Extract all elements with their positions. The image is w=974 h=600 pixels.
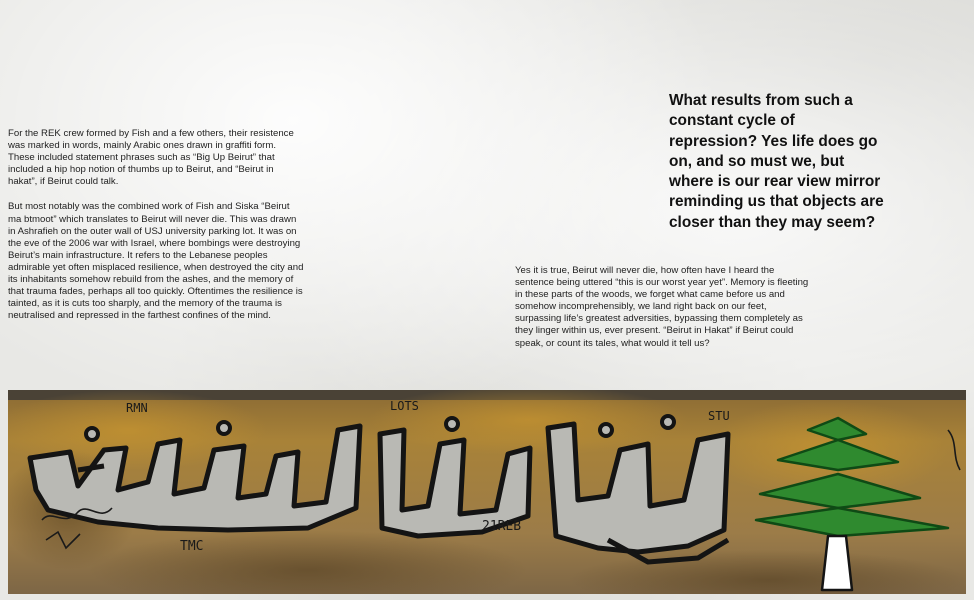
tag-stu: STU (708, 409, 730, 423)
tag-lots: LOTS (390, 399, 419, 413)
left-column (8, 128, 305, 335)
left-paragraph-1: For the REK crew formed by Fish and a few others, their resistence was marked in words, mainly Arabic ones drawn in graffiti form. These included statement phrases such as “Big Up Beirut” that included a hip hop notion of thumbs up to Beirut, and “Beirut in hakat”, if Beirut could talk. (8, 128, 294, 188)
tag-tmc: TMC (180, 539, 204, 554)
tag-rmn: RMN (126, 401, 148, 415)
graffiti-photo (8, 390, 966, 594)
left-paragraph-2: But most notably was the combined work of Fish and Siska “Beirut ma btmoot” which translates to Beirut will never die. This was drawn in Ashrafieh on the outer wall of USJ university parking lot. It was on the eve of the 2006 war with Israel, where bombings were destroying Beirut’s main infrastructure. It refers to the Lebanese peoples admirable yet often misplaced resilience, when destroyed the city and its inhabitants somehow rebuild from the ashes, and the memory of that trauma fades, perhaps all too quickly. Oftentimes the resilience is tainted, as it is cuts too sharply, and the memory of the trauma is neutralised and repressed in the farthest confines of the mind. (8, 201, 304, 322)
tag-21reb: 21REB (482, 519, 522, 534)
pull-quote: What results from such a constant cycle of repression? Yes life does go on, and so must we, but where is our rear view mirror reminding us that objects are closer than they may seem? (669, 92, 884, 231)
right-paragraph: Yes it is true, Beirut will never die, how often have I heard the sentence being uttered “this is our worst year yet”. Memory is fleeting in these parts of the woods, we forget what came before us and somehow incomprehensibly, we land right back on our feet, surpassing life’s greatest adversities, bypassing them completely as they linger within us, ever present. “Beirut in Hakat” if Beirut could speak, or count its tales, what would it tell us? (515, 265, 809, 349)
